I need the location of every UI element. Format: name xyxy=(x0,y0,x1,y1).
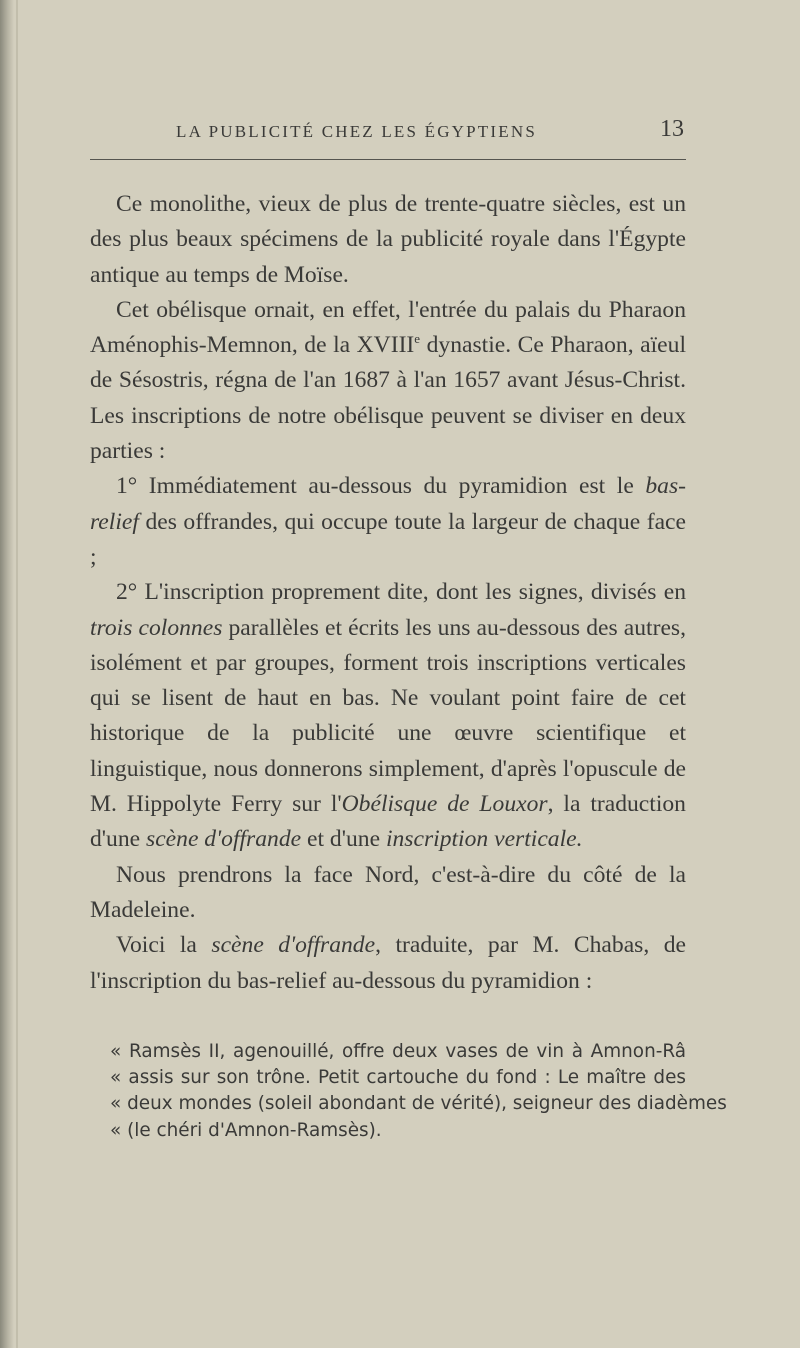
paragraph-3: 1° Immédiatement au-dessous du pyramidion est le bas-relief des offrandes, qui occupe toute la largeur de chaque face ; xyxy=(90,473,686,570)
paragraph-2: Cet obélisque ornait, en effet, l'entrée du palais du Pharaon Aménophis-Memnon, de la XVIIIe dynastie. Ce Pharaon, aïeul de Sésostris, régna de l'an 1687 à l'an 1657 avant Jésus-Christ. Les inscriptions de notre obélisque peuvent se diviser en deux parties : xyxy=(90,296,687,465)
italic-term: scène d'offrande xyxy=(146,826,302,853)
superscript-e: e xyxy=(414,331,421,347)
page-header xyxy=(90,116,686,150)
book-spine-shadow xyxy=(0,0,14,1348)
page-edge xyxy=(16,0,18,1348)
paragraph-4: 2° L'inscription proprement dite, dont les signes, divisés en trois colonnes parallèles et écrits les uns au-dessous des autres, isolément et par groupes, forment trois inscriptions verticales qui se lisent de haut en bas. Ne voulant point faire de cet historique de la publicité une œuvre scientifique et linguistique, nous donnerons simplement, d'après l'opuscule de M. Hippolyte Ferry sur l'Obélisque de Louxor, la traduction d'une scène d'offrande et d'une inscription verticale. xyxy=(90,579,686,853)
quote-line: « deux mondes (soleil abondant de vérité), seigneur des diadèmes xyxy=(110,1093,727,1115)
block-quote xyxy=(90,1039,727,1144)
running-title: LA PUBLICITÉ CHEZ LES ÉGYPTIENS xyxy=(176,122,537,141)
italic-title: Obélisque de Louxor xyxy=(341,791,548,818)
italic-term: scène d'offrande xyxy=(211,932,376,959)
paragraph-5: Nous prendrons la face Nord, c'est-à-dire du côté de la Madeleine. xyxy=(90,861,686,923)
page-number: 13 xyxy=(660,116,684,142)
body-text xyxy=(90,187,686,999)
header-rule xyxy=(90,159,686,160)
italic-term: bas-relief xyxy=(90,473,686,535)
paragraph-1: Ce monolithe, vieux de plus de trente-quatre siècles, est un des plus beaux spécimens de la publicité royale dans l'Égypte antique au temps de Moïse. xyxy=(90,191,686,288)
paragraph-6: Voici la scène d'offrande, traduite, par M. Chabas, de l'inscription du bas-relief au-dessous du pyramidion : xyxy=(90,932,687,994)
quote-line: « Ramsès II, agenouillé, offre deux vases de vin à Amnon-Râ xyxy=(110,1041,686,1062)
quote-line: « (le chéri d'Amnon-Ramsès). xyxy=(110,1119,382,1141)
italic-term: inscription verticale. xyxy=(385,826,583,853)
quote-line: « assis sur son trône. Petit cartouche du fond : Le maître des xyxy=(110,1067,686,1089)
italic-term: trois colonnes xyxy=(90,614,223,641)
